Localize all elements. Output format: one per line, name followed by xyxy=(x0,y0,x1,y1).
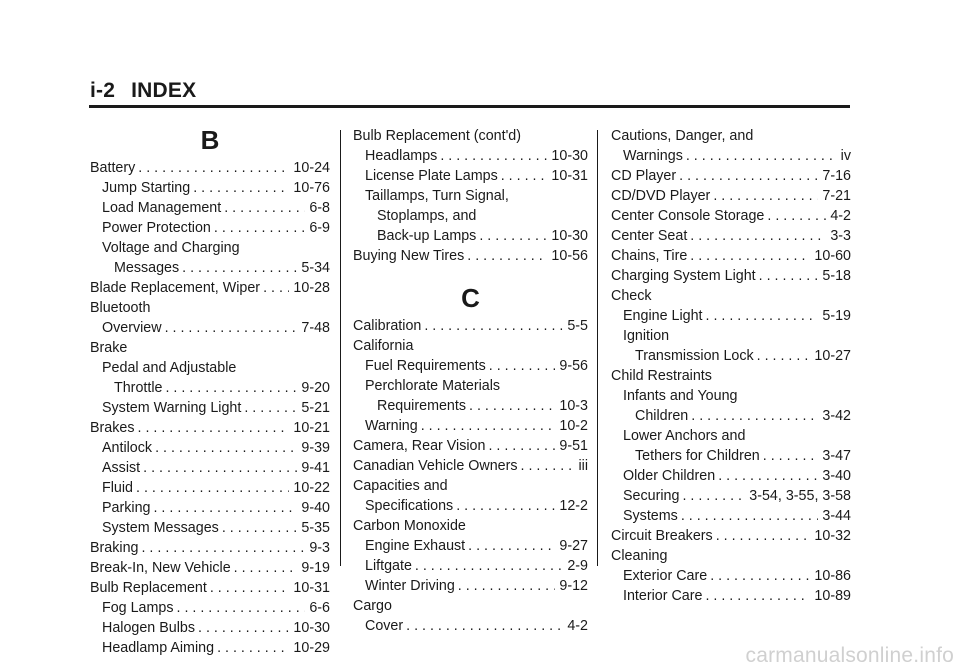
index-entry xyxy=(353,206,588,226)
index-entry xyxy=(90,278,330,298)
entry-page: 10-30 xyxy=(551,228,588,244)
index-entry xyxy=(353,576,588,596)
dot-leader xyxy=(456,496,555,516)
index-entry xyxy=(611,146,851,166)
entry-page: 12-2 xyxy=(559,498,588,514)
dot-leader xyxy=(767,206,826,226)
entry-page: 3-42 xyxy=(822,408,851,424)
entry-label: Brake xyxy=(90,340,128,356)
entry-label: CD/DVD Player xyxy=(611,188,711,204)
entry-label: Securing xyxy=(623,488,680,504)
entry-label: Check xyxy=(611,288,652,304)
entry-label: Parking xyxy=(102,500,151,516)
entry-label: Ignition xyxy=(623,328,670,344)
entry-page: 9-40 xyxy=(301,500,330,516)
entry-label: Fluid xyxy=(102,480,133,496)
entry-label: Requirements xyxy=(377,398,466,414)
entry-page: 10-32 xyxy=(814,528,851,544)
entry-page: 9-20 xyxy=(301,380,330,396)
dot-leader xyxy=(424,316,563,336)
index-entry xyxy=(353,356,588,376)
dot-leader xyxy=(136,478,289,498)
entry-label: Lower Anchors and xyxy=(623,428,746,444)
index-entry xyxy=(353,146,588,166)
dot-leader xyxy=(458,576,556,596)
entry-label: Child Restraints xyxy=(611,368,712,384)
entry-label: Buying New Tires xyxy=(353,248,465,264)
entry-page: iii xyxy=(578,458,588,474)
entry-label: Older Children xyxy=(623,468,716,484)
dot-leader xyxy=(138,158,289,178)
index-entry xyxy=(90,438,330,458)
entry-label: Cover xyxy=(365,618,404,634)
entry-label: Jump Starting xyxy=(102,180,191,196)
entry-label: Assist xyxy=(102,460,141,476)
entry-page: 10-24 xyxy=(293,160,330,176)
entry-label: Engine Light xyxy=(623,308,703,324)
entry-page: 10-29 xyxy=(293,640,330,656)
page-number: i-2 xyxy=(90,79,116,102)
index-entry xyxy=(611,486,851,506)
index-entry xyxy=(90,538,330,558)
index-entry xyxy=(90,418,330,438)
entry-page: 3-47 xyxy=(822,448,851,464)
index-entry xyxy=(611,526,851,546)
index-entry xyxy=(353,436,588,456)
entry-label: Perchlorate Materials xyxy=(365,378,501,394)
index-entry xyxy=(611,326,851,346)
entry-label: Calibration xyxy=(353,318,422,334)
section-letter-b: B xyxy=(200,125,220,155)
entry-page: 10-30 xyxy=(293,620,330,636)
entry-label: Break-In, New Vehicle xyxy=(90,560,231,576)
entry-page: 10-86 xyxy=(814,568,851,584)
index-entry xyxy=(611,546,851,566)
entry-label: Cleaning xyxy=(611,548,668,564)
entry-page: 3-3 xyxy=(830,228,851,244)
dot-leader xyxy=(141,538,305,558)
index-entry xyxy=(353,226,588,246)
dot-leader xyxy=(224,198,305,218)
entry-label: Cargo xyxy=(353,598,392,614)
dot-leader xyxy=(763,446,819,466)
index-entry xyxy=(611,506,851,526)
entry-label: Warnings xyxy=(623,148,683,164)
index-entry xyxy=(90,458,330,478)
entry-page: 5-5 xyxy=(567,318,588,334)
watermark: carmanualsonline.info xyxy=(745,644,954,667)
index-entry xyxy=(90,298,330,318)
index-entry xyxy=(353,396,588,416)
entry-page: 9-3 xyxy=(309,540,330,556)
dot-leader xyxy=(234,558,298,578)
entry-page: 4-2 xyxy=(830,208,851,224)
entry-label: Throttle xyxy=(114,380,163,396)
entry-page: 9-51 xyxy=(559,438,588,454)
dot-leader xyxy=(440,146,547,166)
index-entry xyxy=(611,566,851,586)
index-entry xyxy=(353,416,588,436)
dot-leader xyxy=(193,178,289,198)
index-entry xyxy=(90,338,330,358)
dot-leader xyxy=(706,306,819,326)
entry-label: Bulb Replacement (cont'd) xyxy=(353,128,522,144)
dot-leader xyxy=(415,556,563,576)
entry-label: System Warning Light xyxy=(102,400,242,416)
entry-label: Circuit Breakers xyxy=(611,528,713,544)
dot-leader xyxy=(682,486,745,506)
dot-leader xyxy=(705,586,810,606)
page-title: INDEX xyxy=(131,79,197,102)
entry-page: 3-54, 3-55, 3-58 xyxy=(749,488,851,504)
entry-page: 10-2 xyxy=(559,418,588,434)
entry-label: Engine Exhaust xyxy=(365,538,466,554)
index-entry xyxy=(611,406,851,426)
entry-label: Winter Driving xyxy=(365,578,455,594)
index-entry xyxy=(611,206,851,226)
dot-leader xyxy=(244,398,297,418)
index-entry xyxy=(353,316,588,336)
dot-leader xyxy=(479,226,547,246)
index-entry xyxy=(90,398,330,418)
entry-label: Headlamp Aiming xyxy=(102,640,215,656)
entry-label: Fuel Requirements xyxy=(365,358,486,374)
entry-page: 10-27 xyxy=(814,348,851,364)
entry-label: Back-up Lamps xyxy=(377,228,477,244)
dot-leader xyxy=(713,186,818,206)
entry-label: Stoplamps, and xyxy=(377,208,477,224)
header-rule xyxy=(89,105,850,108)
dot-leader xyxy=(155,438,297,458)
entry-page: 2-9 xyxy=(567,558,588,574)
entry-label: Systems xyxy=(623,508,678,524)
entry-page: 10-76 xyxy=(293,180,330,196)
entry-label: Battery xyxy=(90,160,136,176)
index-entry xyxy=(90,498,330,518)
index-entry xyxy=(611,306,851,326)
dot-leader xyxy=(263,278,289,298)
dot-leader xyxy=(690,226,826,246)
entry-page: 6-6 xyxy=(309,600,330,616)
dot-leader xyxy=(217,638,289,658)
index-entry xyxy=(90,258,330,278)
dot-leader xyxy=(198,618,289,638)
entry-label: Warning xyxy=(365,418,418,434)
section-letter-c: C xyxy=(461,283,480,313)
dot-leader xyxy=(469,396,555,416)
dot-leader xyxy=(679,166,818,186)
index-entry xyxy=(90,158,330,178)
dot-leader xyxy=(406,616,563,636)
index-entry xyxy=(611,166,851,186)
entry-label: Specifications xyxy=(365,498,454,514)
index-entry xyxy=(611,126,851,146)
entry-label: CD Player xyxy=(611,168,677,184)
index-entry xyxy=(353,246,588,266)
entry-label: Children xyxy=(635,408,689,424)
dot-leader xyxy=(501,166,548,186)
entry-label: Exterior Care xyxy=(623,568,708,584)
entry-label: Messages xyxy=(114,260,180,276)
entry-page: 7-48 xyxy=(301,320,330,336)
entry-page: 10-60 xyxy=(814,248,851,264)
dot-leader xyxy=(521,456,575,476)
entry-label: Center Console Storage xyxy=(611,208,765,224)
page-header xyxy=(90,79,196,103)
entry-label: Capacities and xyxy=(353,478,448,494)
dot-leader xyxy=(681,506,819,526)
index-entry xyxy=(90,518,330,538)
entry-label: License Plate Lamps xyxy=(365,168,498,184)
index-entry xyxy=(90,318,330,338)
index-entry xyxy=(90,598,330,618)
dot-leader xyxy=(716,526,811,546)
dot-leader xyxy=(488,436,555,456)
entry-page: 9-12 xyxy=(559,578,588,594)
entry-label: Interior Care xyxy=(623,588,703,604)
entry-page: 10-3 xyxy=(559,398,588,414)
index-column-3 xyxy=(611,126,851,606)
index-entry xyxy=(611,226,851,246)
index-entry xyxy=(90,638,330,658)
index-entries xyxy=(353,316,588,636)
entry-page: 9-27 xyxy=(559,538,588,554)
dot-leader xyxy=(143,458,297,478)
entry-label: Liftgate xyxy=(365,558,412,574)
entry-label: Voltage and Charging xyxy=(102,240,240,256)
entry-label: Center Seat xyxy=(611,228,688,244)
entry-page: 9-39 xyxy=(301,440,330,456)
entry-label: Pedal and Adjustable xyxy=(102,360,237,376)
dot-leader xyxy=(214,218,305,238)
dot-leader xyxy=(467,246,547,266)
dot-leader xyxy=(759,266,819,286)
entry-label: Headlamps xyxy=(365,148,438,164)
entry-label: Camera, Rear Vision xyxy=(353,438,486,454)
entry-label: Overview xyxy=(102,320,162,336)
entry-page: 10-56 xyxy=(551,248,588,264)
index-entries xyxy=(90,158,330,658)
dot-leader xyxy=(177,598,306,618)
entry-label: Carbon Monoxide xyxy=(353,518,466,534)
entry-label: Power Protection xyxy=(102,220,211,236)
index-entry xyxy=(611,386,851,406)
index-entry xyxy=(353,496,588,516)
index-entry xyxy=(611,186,851,206)
entry-page: 10-31 xyxy=(293,580,330,596)
index-entry xyxy=(90,558,330,578)
index-entry xyxy=(353,376,588,396)
index-entry xyxy=(90,478,330,498)
entry-page: iv xyxy=(840,148,851,164)
entry-page: 5-21 xyxy=(301,400,330,416)
index-entry xyxy=(611,446,851,466)
index-entry xyxy=(90,378,330,398)
index-entry xyxy=(353,616,588,636)
entry-page: 6-8 xyxy=(309,200,330,216)
entry-page: 10-21 xyxy=(293,420,330,436)
entry-page: 6-9 xyxy=(309,220,330,236)
index-entry xyxy=(353,476,588,496)
index-entry xyxy=(90,178,330,198)
entry-label: Tethers for Children xyxy=(635,448,760,464)
index-column-1 xyxy=(90,126,330,658)
dot-leader xyxy=(690,246,810,266)
entry-label: Cautions, Danger, and xyxy=(611,128,754,144)
entry-label: System Messages xyxy=(102,520,219,536)
dot-leader xyxy=(153,498,297,518)
entry-page: 10-22 xyxy=(293,480,330,496)
dot-leader xyxy=(718,466,818,486)
entry-page: 9-56 xyxy=(559,358,588,374)
entry-page: 3-40 xyxy=(822,468,851,484)
index-entry xyxy=(353,536,588,556)
index-entry xyxy=(90,618,330,638)
entry-label: Antilock xyxy=(102,440,153,456)
entry-label: Load Management xyxy=(102,200,222,216)
index-entry xyxy=(611,586,851,606)
entry-label: Charging System Light xyxy=(611,268,756,284)
index-entry xyxy=(611,466,851,486)
entry-label: Infants and Young xyxy=(623,388,738,404)
index-entry xyxy=(353,456,588,476)
entry-label: Brakes xyxy=(90,420,135,436)
entry-label: Canadian Vehicle Owners xyxy=(353,458,518,474)
entry-page: 10-89 xyxy=(814,588,851,604)
entry-page: 9-41 xyxy=(301,460,330,476)
index-entry xyxy=(353,556,588,576)
index-entry xyxy=(353,516,588,536)
dot-leader xyxy=(222,518,298,538)
column-divider-1 xyxy=(340,130,341,566)
entry-page: 10-30 xyxy=(551,148,588,164)
index-entry xyxy=(353,596,588,616)
index-entry xyxy=(353,336,588,356)
column-divider-2 xyxy=(597,130,598,566)
entry-page: 10-31 xyxy=(551,168,588,184)
index-entries xyxy=(353,126,588,266)
index-entry xyxy=(353,166,588,186)
entry-page: 5-34 xyxy=(301,260,330,276)
entry-page: 7-21 xyxy=(822,188,851,204)
index-entry xyxy=(611,266,851,286)
dot-leader xyxy=(686,146,837,166)
index-entry xyxy=(611,426,851,446)
entry-label: Chains, Tire xyxy=(611,248,688,264)
index-entry xyxy=(611,366,851,386)
dot-leader xyxy=(138,418,290,438)
entry-page: 3-44 xyxy=(822,508,851,524)
index-entries xyxy=(611,126,851,606)
index-entry xyxy=(611,246,851,266)
entry-page: 5-19 xyxy=(822,308,851,324)
dot-leader xyxy=(165,318,298,338)
index-entry xyxy=(90,238,330,258)
index-entry xyxy=(611,286,851,306)
index-entry xyxy=(611,346,851,366)
entry-label: Taillamps, Turn Signal, xyxy=(365,188,509,204)
index-entry xyxy=(90,578,330,598)
section-spacer xyxy=(353,266,588,280)
entry-page: 4-2 xyxy=(567,618,588,634)
entry-page: 5-18 xyxy=(822,268,851,284)
index-entry xyxy=(353,186,588,206)
dot-leader xyxy=(182,258,297,278)
dot-leader xyxy=(757,346,811,366)
dot-leader xyxy=(421,416,556,436)
entry-label: California xyxy=(353,338,414,354)
entry-label: Blade Replacement, Wiper xyxy=(90,280,261,296)
entry-label: Braking xyxy=(90,540,139,556)
index-column-2 xyxy=(353,126,588,636)
dot-leader xyxy=(165,378,297,398)
entry-page: 10-28 xyxy=(293,280,330,296)
dot-leader xyxy=(489,356,556,376)
dot-leader xyxy=(210,578,290,598)
dot-leader xyxy=(710,566,810,586)
dot-leader xyxy=(691,406,818,426)
dot-leader xyxy=(468,536,555,556)
index-entry xyxy=(90,198,330,218)
index-entry xyxy=(353,126,588,146)
entry-label: Fog Lamps xyxy=(102,600,174,616)
index-entry xyxy=(90,218,330,238)
entry-label: Bluetooth xyxy=(90,300,151,316)
entry-page: 7-16 xyxy=(822,168,851,184)
entry-label: Halogen Bulbs xyxy=(102,620,195,636)
entry-label: Transmission Lock xyxy=(635,348,754,364)
index-entry xyxy=(90,358,330,378)
entry-page: 5-35 xyxy=(301,520,330,536)
entry-label: Bulb Replacement xyxy=(90,580,207,596)
entry-page: 9-19 xyxy=(301,560,330,576)
